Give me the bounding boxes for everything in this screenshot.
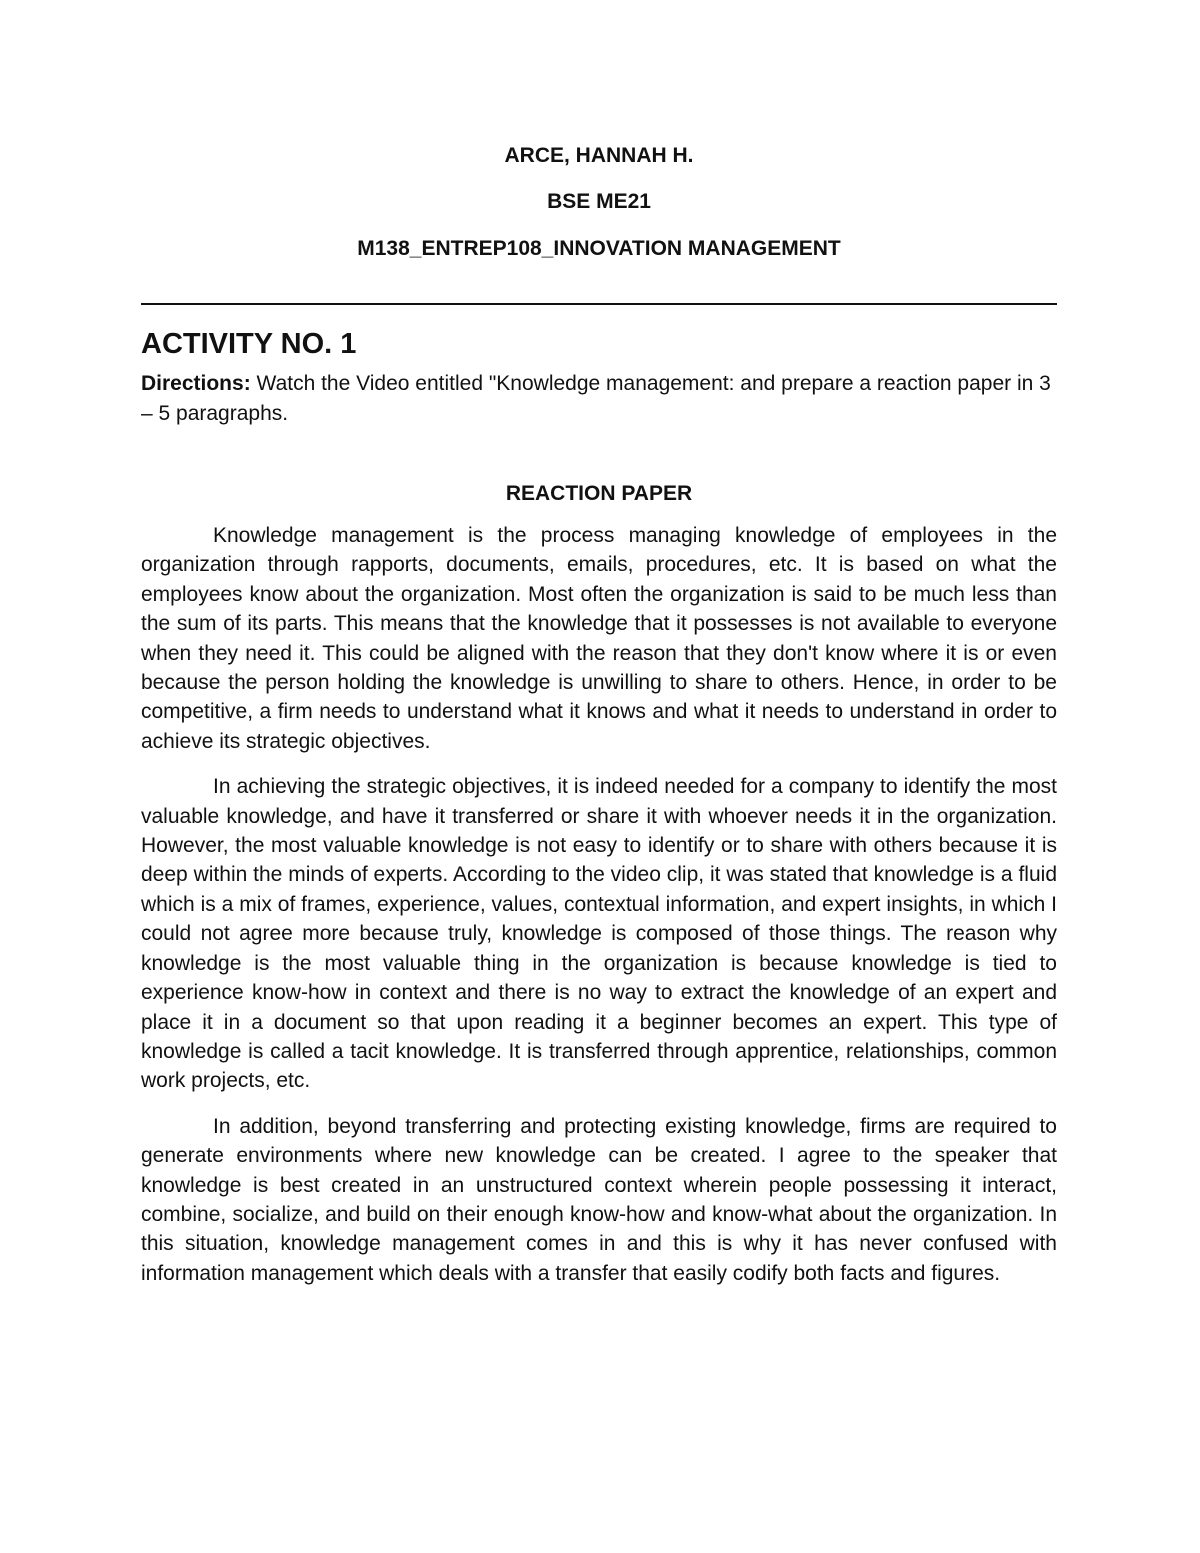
paragraph-1: Knowledge management is the process managing knowledge of employees in the organization through rapports, documents, emails, procedures, etc. It is based on what the employees know about the organization. Most often the organization is said to be much less than the sum of its parts. This means that the knowledge that it possesses is not available to everyone when they need it. This could be aligned with the reason that they don't know where it is or even because the person holding the knowledge is unwilling to share to others. Hence, in order to be competitive, a firm needs to understand what it knows and what it needs to understand in order to achieve its strategic objectives. xyxy=(141,524,1057,753)
directions-text: Watch the Video entitled "Knowledge management: and prepare a reaction paper in 3 – 5 paragraphs. xyxy=(141,372,1051,425)
student-name: ARCE, HANNAH H. xyxy=(504,144,694,167)
paragraph-2: In achieving the strategic objectives, it is indeed needed for a company to identify the most valuable knowledge, and have it transferred or share it with whoever needs it in the organization. However, the most valuable knowledge is not easy to identify or to share with others because it is deep within the minds of experts. According to the video clip, it was stated that knowledge is a fluid which is a mix of frames, experience, values, contextual information, and expert insights, in which I could not agree more because truly, knowledge is composed of those things. The reason why knowledge is the most valuable thing in the organization is because knowledge is tied to experience know-how in context and there is no way to extract the knowledge of an expert and place it in a document so that upon reading it a beginner becomes an expert. This type of knowledge is called a tacit knowledge. It is transferred through apprentice, relationships, common work projects, etc. xyxy=(141,775,1057,1093)
course-title: M138_ENTREP108_INNOVATION MANAGEMENT xyxy=(357,237,841,260)
reaction-paper-title: REACTION PAPER xyxy=(505,482,693,505)
header-divider xyxy=(141,303,1057,305)
activity-title: ACTIVITY NO. 1 xyxy=(141,328,357,360)
program-section: BSE ME21 xyxy=(547,190,651,213)
document-page xyxy=(141,140,1057,1288)
directions-label: Directions: xyxy=(141,372,251,395)
paragraph-3: In addition, beyond transferring and protecting existing knowledge, firms are required to generate environments where new knowledge can be created. I agree to the speaker that knowledge is best created in an unstructured context wherein people possessing it interact, combine, socialize, and build on their enough know-how and know-what about the organization. In this situation, knowledge management comes in and this is why it has never confused with information management which deals with a transfer that easily codify both facts and figures. xyxy=(141,1114,1057,1285)
directions xyxy=(141,369,1057,429)
